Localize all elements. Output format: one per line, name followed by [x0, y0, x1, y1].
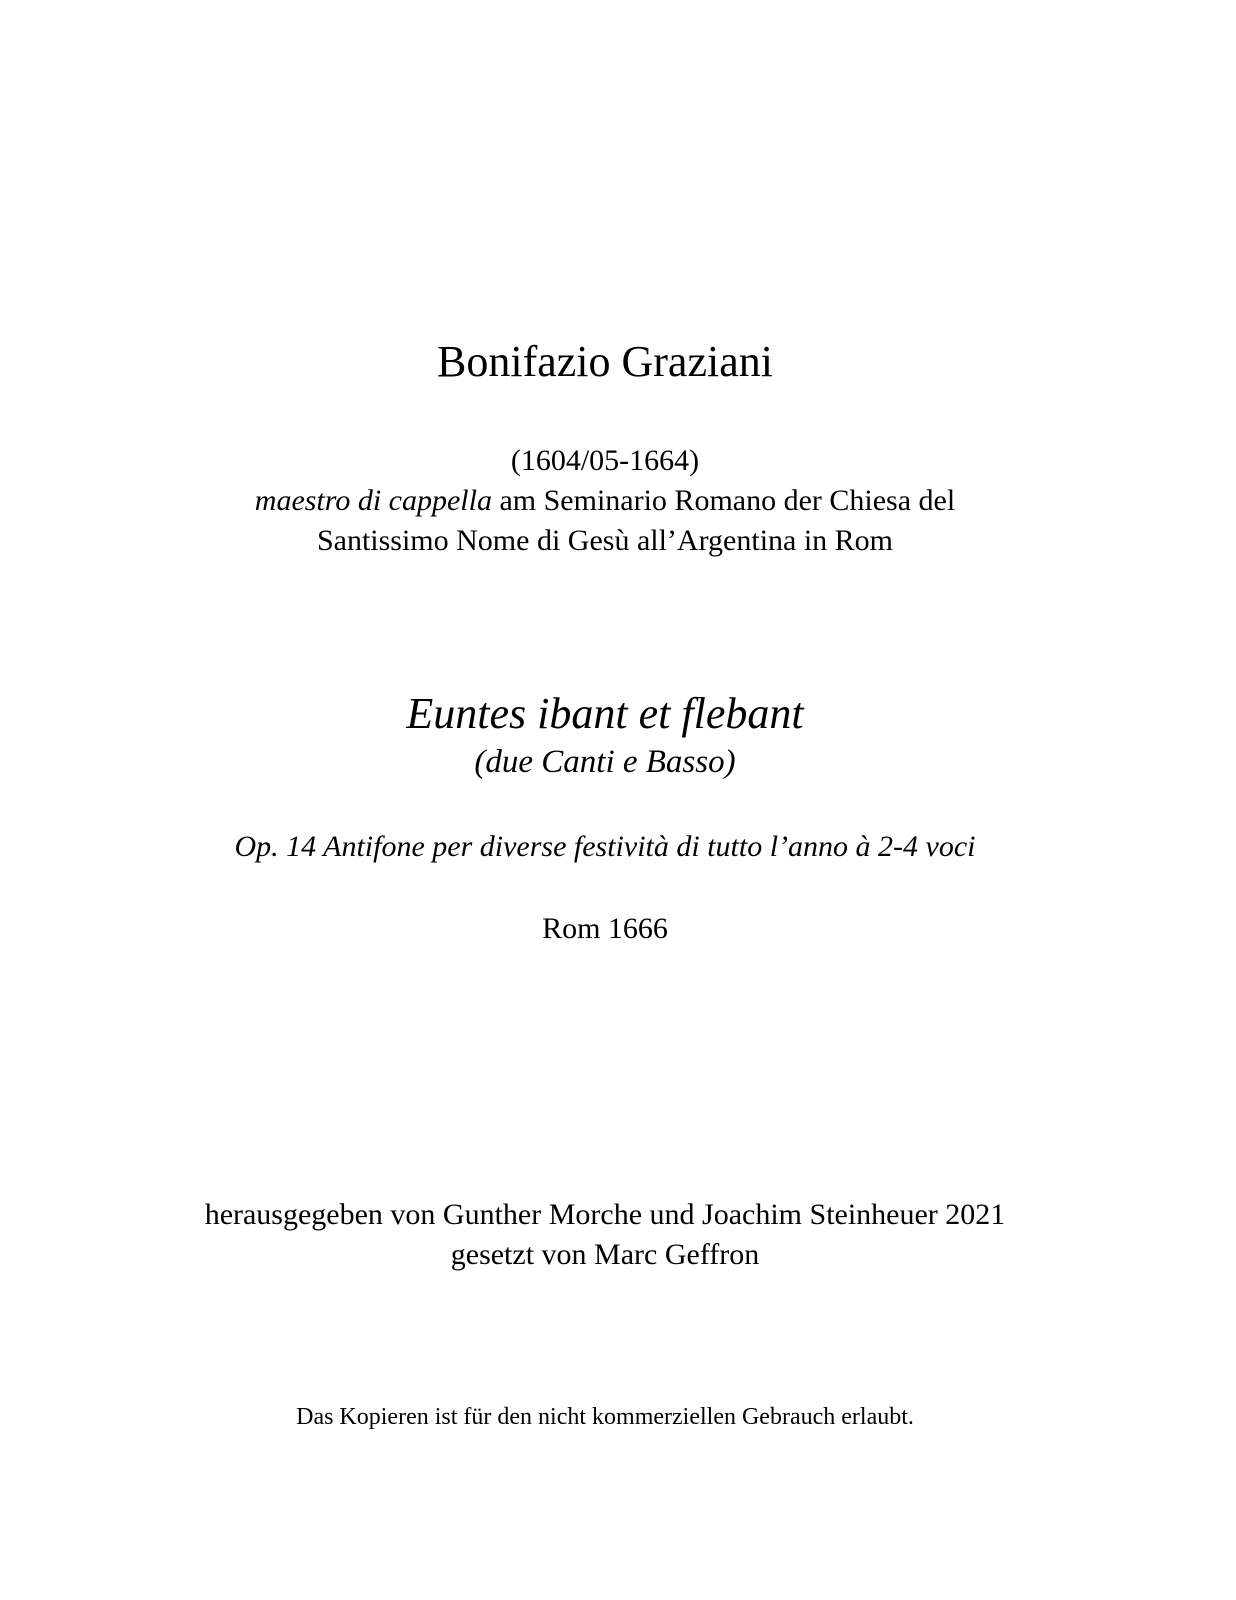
scoring: (due Canti e Basso) — [474, 744, 736, 780]
role-title: maestro di cappella — [254, 484, 492, 517]
role-line-1-text: am Seminario Romano der Chiesa del — [491, 484, 956, 517]
role-line-2: Santissimo Nome di Gesù all’Argentina in Rom — [316, 524, 894, 557]
role-line-1 — [0, 484, 1210, 518]
place-year: Rom 1666 — [542, 912, 668, 945]
work-title: Euntes ibant et flebant — [406, 689, 804, 738]
composer-name: Bonifazio Graziani — [437, 337, 773, 386]
opus-title: Op. 14 Antifone per diverse festività di tutto l’anno à 2-4 voci — [234, 830, 976, 863]
editors-credit: herausgegeben von Gunther Morche und Joachim Steinheuer 2021 — [204, 1198, 1006, 1231]
life-dates: (1604/05-1664) — [510, 444, 700, 477]
typesetter-credit: gesetzt von Marc Geffron — [450, 1238, 760, 1271]
copyright-notice: Das Kopieren ist für den nicht kommerziellen Gebrauch erlaubt. — [296, 1404, 914, 1430]
